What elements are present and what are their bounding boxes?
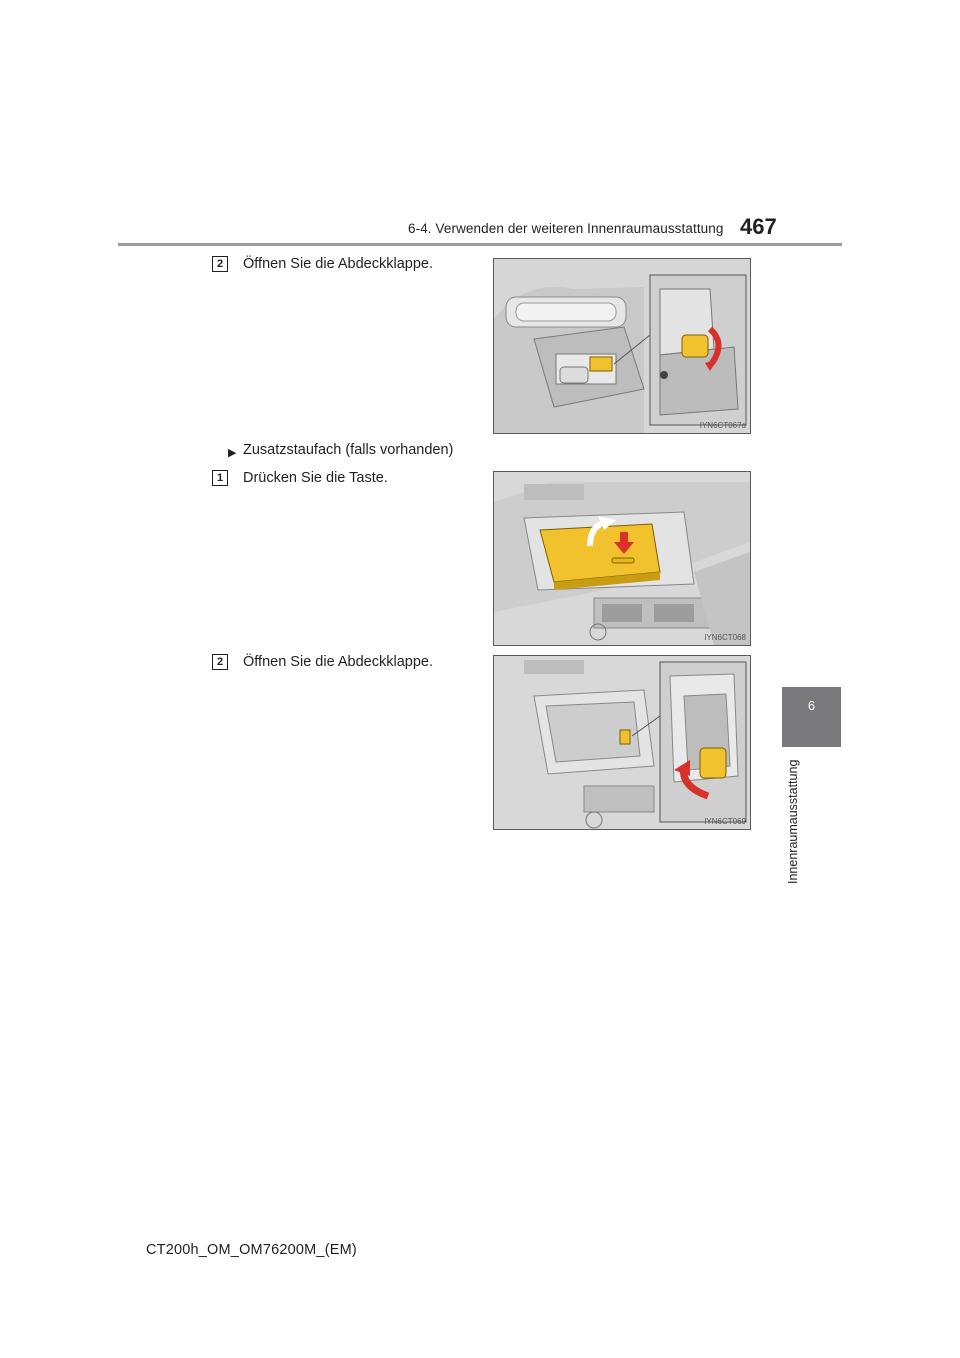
document-code: CT200h_OM_OM76200M_(EM) [146,1242,357,1258]
figure-open-cover-console [493,258,751,434]
step-number-badge: 2 [212,654,228,670]
section-title: 6-4. Verwenden der weiteren Innenraumausstattung [408,221,724,236]
chapter-label-container [786,754,810,884]
step-number-badge: 1 [212,470,228,486]
step-instruction: Öffnen Sie die Abdeckklappe. [243,654,433,670]
chapter-number: 6 [807,698,816,713]
dashboard-illustration [494,472,750,645]
chapter-tab [782,687,841,747]
chapter-label: Innenraumausstattung [786,759,800,884]
figure-open-aux-compartment [493,655,751,830]
step-instruction: Öffnen Sie die Abdeckklappe. [243,256,433,272]
figure-press-button [493,471,751,646]
header-rule [118,243,842,246]
console-illustration [494,259,750,433]
figure-code: IYN6CT069 [704,817,746,826]
figure-code: IYN6CT068 [704,633,746,642]
bullet-arrow-icon: ▶ [228,447,237,459]
page-number: 467 [740,214,777,239]
subheading: Zusatzstaufach (falls vorhanden) [243,442,454,458]
step-instruction: Drücken Sie die Taste. [243,470,388,486]
figure-code: IYN6CT067a [699,421,746,430]
aux-compartment-illustration [494,656,750,829]
step-number-badge: 2 [212,256,228,272]
